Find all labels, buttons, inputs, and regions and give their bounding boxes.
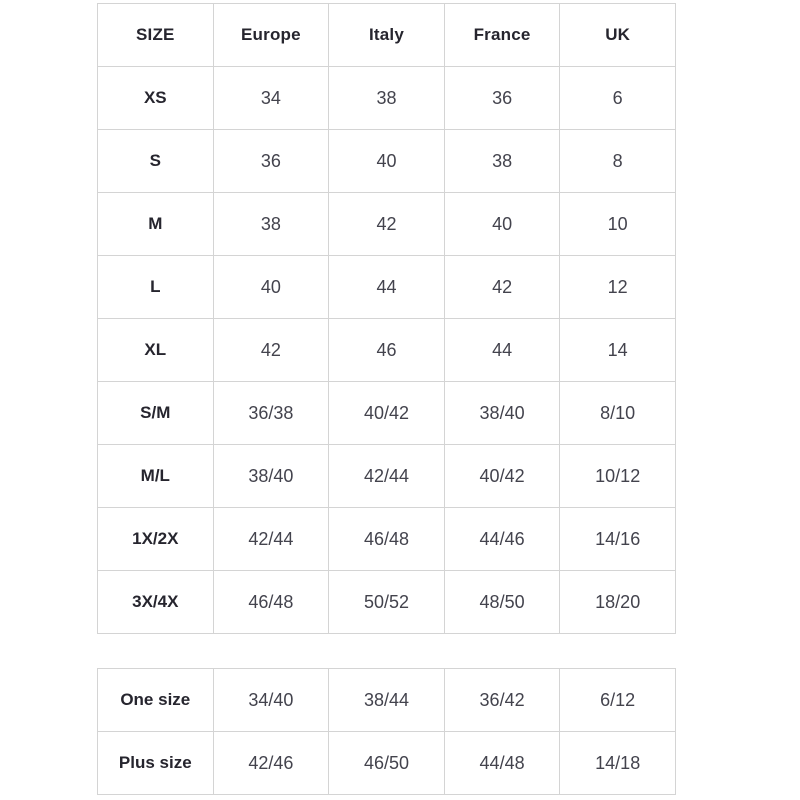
size-label: M	[98, 193, 214, 256]
size-value: 44/46	[444, 508, 560, 571]
size-value: 6/12	[560, 669, 676, 732]
size-value: 38/40	[213, 445, 329, 508]
size-value: 46/48	[213, 571, 329, 634]
table-row	[98, 319, 676, 382]
size-value: 38/44	[329, 669, 445, 732]
table-row	[98, 571, 676, 634]
size-value: 46/48	[329, 508, 445, 571]
column-header: UK	[560, 4, 676, 67]
size-value: 36/38	[213, 382, 329, 445]
size-value: 42/44	[329, 445, 445, 508]
size-value: 38	[444, 130, 560, 193]
size-value: 10	[560, 193, 676, 256]
size-value: 34	[213, 67, 329, 130]
size-value: 18/20	[560, 571, 676, 634]
size-label: XL	[98, 319, 214, 382]
size-value: 38	[213, 193, 329, 256]
size-value: 38/40	[444, 382, 560, 445]
size-label: L	[98, 256, 214, 319]
size-value: 14	[560, 319, 676, 382]
size-label: XS	[98, 67, 214, 130]
size-label: S	[98, 130, 214, 193]
table-row	[98, 67, 676, 130]
size-value: 46/50	[329, 732, 445, 795]
special-sizes-table-body	[98, 669, 676, 795]
size-value: 40	[444, 193, 560, 256]
table-row	[98, 445, 676, 508]
table-row	[98, 669, 676, 732]
size-value: 42	[213, 319, 329, 382]
size-value: 42	[444, 256, 560, 319]
size-value: 46	[329, 319, 445, 382]
size-value: 36	[213, 130, 329, 193]
table-row	[98, 732, 676, 795]
size-value: 40/42	[329, 382, 445, 445]
size-value: 36	[444, 67, 560, 130]
size-value: 50/52	[329, 571, 445, 634]
size-value: 42/46	[213, 732, 329, 795]
size-chart	[97, 3, 676, 795]
table-row	[98, 193, 676, 256]
size-label: Plus size	[98, 732, 214, 795]
size-value: 48/50	[444, 571, 560, 634]
size-value: 10/12	[560, 445, 676, 508]
size-value: 40/42	[444, 445, 560, 508]
size-table-header	[98, 4, 676, 67]
size-value: 34/40	[213, 669, 329, 732]
size-value: 40	[329, 130, 445, 193]
size-conversion-table	[97, 3, 676, 634]
size-value: 36/42	[444, 669, 560, 732]
size-value: 38	[329, 67, 445, 130]
size-value: 42/44	[213, 508, 329, 571]
size-value: 44	[329, 256, 445, 319]
size-value: 8	[560, 130, 676, 193]
column-header: SIZE	[98, 4, 214, 67]
size-value: 44/48	[444, 732, 560, 795]
size-label: 3X/4X	[98, 571, 214, 634]
size-label: 1X/2X	[98, 508, 214, 571]
size-label: M/L	[98, 445, 214, 508]
size-table-body	[98, 67, 676, 634]
size-value: 44	[444, 319, 560, 382]
size-value: 8/10	[560, 382, 676, 445]
table-row	[98, 256, 676, 319]
column-header: France	[444, 4, 560, 67]
table-row	[98, 508, 676, 571]
size-value: 42	[329, 193, 445, 256]
column-header: Europe	[213, 4, 329, 67]
column-header: Italy	[329, 4, 445, 67]
size-value: 6	[560, 67, 676, 130]
size-label: One size	[98, 669, 214, 732]
size-value: 14/18	[560, 732, 676, 795]
size-value: 14/16	[560, 508, 676, 571]
size-value: 12	[560, 256, 676, 319]
size-label: S/M	[98, 382, 214, 445]
table-row	[98, 130, 676, 193]
special-sizes-table	[97, 668, 676, 795]
table-row	[98, 382, 676, 445]
header-row	[98, 4, 676, 67]
size-value: 40	[213, 256, 329, 319]
